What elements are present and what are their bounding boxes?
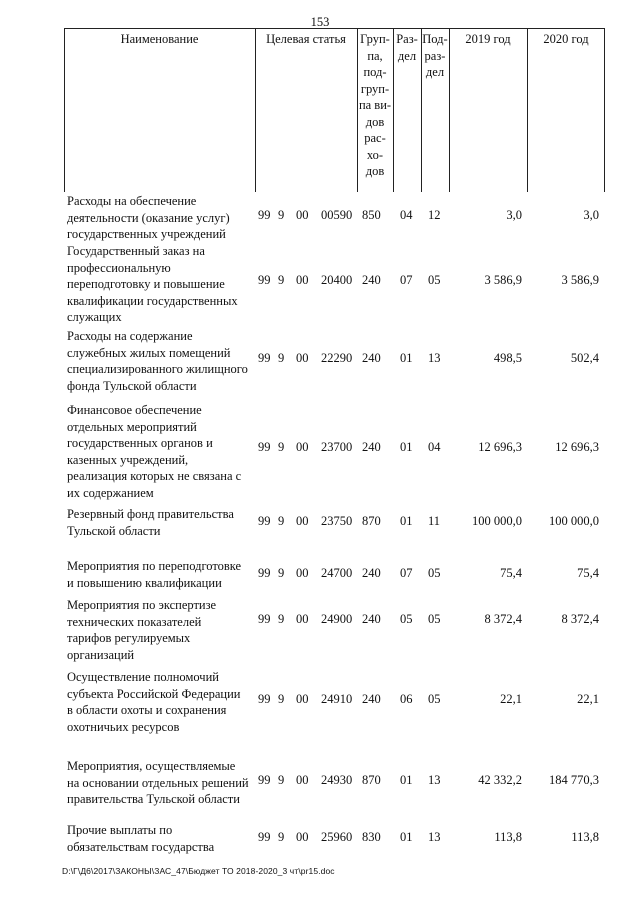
expense-name-line: организаций: [67, 647, 135, 662]
expense-name-line: технических показателей: [67, 614, 202, 629]
subsection-code: 04: [428, 440, 441, 454]
header-expense-group: [357, 31, 393, 180]
subsection-code: 13: [428, 830, 441, 844]
target-article-part-2: 9: [278, 208, 285, 222]
target-article-part-2: 9: [278, 351, 285, 365]
target-article-part-3: 00: [296, 566, 309, 580]
header-line: па ви-: [358, 98, 392, 112]
expense-group-code: 240: [362, 273, 381, 287]
header-line: Раз-: [396, 32, 418, 46]
amount-2019: 3 586,9: [484, 273, 522, 287]
expense-name-line: Мероприятия по экспертизе: [67, 598, 217, 612]
header-target-article: [255, 31, 357, 48]
expense-name: [67, 193, 257, 243]
expense-name-line: деятельности (оказание услуг): [67, 210, 230, 225]
target-article-part-3: 00: [296, 773, 309, 787]
expense-group-code: 240: [362, 692, 381, 706]
section-code: 01: [400, 514, 413, 528]
subsection-code: 05: [428, 566, 441, 580]
subsection-code: 11: [428, 514, 441, 528]
amount-2019: 22,1: [500, 692, 522, 706]
target-article-part-3: 00: [296, 351, 309, 365]
header-line: хо-: [366, 147, 384, 162]
header-line: раз-: [424, 48, 446, 63]
subsection-code: 05: [428, 273, 441, 287]
expense-name-line: Осуществление полномочий: [67, 670, 219, 684]
expense-name-line: служащих: [67, 310, 122, 324]
amount-2020: 502,4: [570, 351, 599, 365]
section-code: 01: [400, 351, 413, 365]
expense-name-line: реализация которых не связана с: [67, 469, 242, 483]
amount-2019: 113,8: [494, 830, 522, 844]
target-article-part-1: 99: [258, 208, 271, 222]
expense-group-code: 240: [362, 566, 381, 580]
header-line: 2019 год: [465, 32, 511, 46]
header-line: дов: [365, 114, 385, 129]
expense-name: [67, 597, 257, 663]
expense-name-line: профессиональную: [67, 260, 171, 275]
target-article-part-2: 9: [278, 612, 285, 626]
expense-group-code: 850: [362, 208, 381, 222]
section-code: 04: [400, 208, 413, 222]
amount-2020: 3 586,9: [561, 273, 599, 287]
expense-name: [67, 758, 257, 808]
target-article-part-4: 22290: [321, 351, 353, 365]
expense-name-line: Резервный фонд правительства: [67, 507, 234, 521]
target-article-part-2: 9: [278, 830, 285, 844]
header-line: Груп-: [360, 32, 390, 46]
section-code: 05: [400, 612, 413, 626]
expense-name-line: на основании отдельных решений: [67, 775, 249, 790]
amount-2019: 12 696,3: [478, 440, 522, 454]
table-header-frame: [64, 28, 605, 192]
target-article-part-4: 24930: [321, 773, 353, 787]
amount-2019: 100 000,0: [472, 514, 522, 528]
target-article-part-4: 24900: [321, 612, 353, 626]
expense-name-line: фонда Тульской области: [67, 378, 197, 393]
target-article-part-4: 23700: [321, 440, 353, 454]
header-subsection: [421, 31, 449, 81]
header-section: [393, 31, 421, 64]
target-article-part-4: 24910: [321, 692, 353, 706]
page-number: 153: [310, 15, 330, 29]
header-line: под-: [363, 65, 387, 79]
subsection-code: 05: [428, 612, 441, 626]
amount-2020: 12 696,3: [555, 440, 599, 454]
expense-name: [67, 506, 257, 539]
expense-name: [67, 328, 257, 394]
expense-name-line: Тульской области: [67, 523, 161, 538]
subsection-code: 05: [428, 692, 441, 706]
expense-name-line: отдельных мероприятий: [67, 419, 197, 434]
amount-2019: 42 332,2: [478, 773, 522, 787]
target-article-part-3: 00: [296, 514, 309, 528]
expense-name: [67, 243, 257, 326]
expense-group-code: 240: [362, 612, 381, 626]
target-article-part-3: 00: [296, 692, 309, 706]
amount-2020: 184 770,3: [549, 773, 599, 787]
expense-name-line: их содержанием: [67, 485, 154, 500]
section-code: 01: [400, 773, 413, 787]
header-line: Под-: [422, 32, 448, 46]
target-article-part-3: 00: [296, 612, 309, 626]
expense-name-line: Финансовое обеспечение: [67, 403, 202, 417]
section-code: 07: [400, 566, 413, 580]
header-line: дел: [425, 65, 445, 79]
target-article-part-1: 99: [258, 773, 271, 787]
expense-name-line: правительства Тульской области: [67, 792, 240, 806]
amount-2020: 8 372,4: [561, 612, 599, 626]
column-divider: [255, 28, 256, 192]
target-article-part-1: 99: [258, 612, 271, 626]
target-article-part-1: 99: [258, 830, 271, 844]
expense-name-line: в области охоты и сохранения: [67, 703, 227, 717]
amount-2019: 3,0: [506, 208, 522, 222]
amount-2019: 75,4: [500, 566, 522, 580]
header-line: дел: [397, 48, 417, 63]
expense-name-line: субъекта Российской Федерации: [67, 686, 241, 701]
target-article-part-4: 25960: [321, 830, 353, 844]
section-code: 07: [400, 273, 413, 287]
target-article-part-2: 9: [278, 773, 285, 787]
amount-2020: 22,1: [577, 692, 599, 706]
header-line: дов: [365, 164, 385, 178]
expense-group-code: 240: [362, 440, 381, 454]
header-line: Наименование: [120, 32, 199, 46]
expense-name-line: тарифов регулируемых: [67, 631, 191, 645]
expense-name-line: охотничьих ресурсов: [67, 719, 180, 734]
target-article-part-1: 99: [258, 273, 271, 287]
expense-name-line: казенных учреждений,: [67, 452, 189, 467]
section-code: 06: [400, 692, 413, 706]
target-article-part-2: 9: [278, 566, 285, 580]
amount-2019: 498,5: [493, 351, 522, 365]
amount-2020: 113,8: [571, 830, 599, 844]
expense-name-line: обязательствам государства: [67, 839, 215, 854]
section-code: 01: [400, 440, 413, 454]
expense-name-line: Мероприятия по переподготовке: [67, 559, 242, 573]
header-line: груп-: [360, 81, 390, 96]
column-divider: [527, 28, 528, 192]
expense-name-line: и повышению квалификации: [67, 575, 222, 590]
target-article-part-1: 99: [258, 566, 271, 580]
expense-name-line: специализированного жилищного: [67, 362, 248, 376]
subsection-code: 13: [428, 351, 441, 365]
target-article-part-3: 00: [296, 830, 309, 844]
amount-2020: 75,4: [577, 566, 599, 580]
expense-name: [67, 402, 257, 501]
expense-name-line: Государственный заказ на: [67, 244, 205, 258]
header-line: па,: [367, 48, 383, 63]
header-name: [64, 31, 255, 48]
amount-2019: 8 372,4: [484, 612, 522, 626]
expense-name-line: Прочие выплаты по: [67, 823, 173, 837]
header-line: Целевая статья: [266, 32, 346, 46]
target-article-part-4: 24700: [321, 566, 353, 580]
amount-2020: 3,0: [583, 208, 599, 222]
amount-2020: 100 000,0: [549, 514, 599, 528]
target-article-part-2: 9: [278, 440, 285, 454]
expense-group-code: 830: [362, 830, 381, 844]
expense-group-code: 870: [362, 514, 381, 528]
target-article-part-1: 99: [258, 514, 271, 528]
header-line: рас-: [364, 131, 386, 145]
expense-name: [67, 822, 257, 855]
target-article-part-2: 9: [278, 692, 285, 706]
target-article-part-1: 99: [258, 440, 271, 454]
target-article-part-3: 00: [296, 273, 309, 287]
expense-name-line: квалификации государственных: [67, 293, 238, 308]
section-code: 01: [400, 830, 413, 844]
target-article-part-3: 00: [296, 440, 309, 454]
expense-name: [67, 558, 257, 591]
expense-name-line: переподготовку и повышение: [67, 277, 225, 291]
expense-name: [67, 669, 257, 735]
expense-name-line: государственных учреждений: [67, 227, 226, 241]
expense-group-code: 240: [362, 351, 381, 365]
subsection-code: 13: [428, 773, 441, 787]
expense-group-code: 870: [362, 773, 381, 787]
expense-name-line: служебных жилых помещений: [67, 345, 231, 360]
expense-name-line: Расходы на обеспечение: [67, 194, 197, 208]
subsection-code: 12: [428, 208, 441, 222]
column-divider: [449, 28, 450, 192]
target-article-part-4: 23750: [321, 514, 353, 528]
expense-name-line: Расходы на содержание: [67, 329, 193, 343]
header-line: 2020 год: [543, 32, 589, 46]
expense-name-line: Мероприятия, осуществляемые: [67, 759, 236, 773]
expense-name-line: государственных органов и: [67, 436, 213, 450]
target-article-part-2: 9: [278, 514, 285, 528]
target-article-part-2: 9: [278, 273, 285, 287]
target-article-part-1: 99: [258, 351, 271, 365]
header-year-2020: [527, 31, 605, 48]
target-article-part-4: 20400: [321, 273, 353, 287]
file-path-footer: D:\Г\Д6\2017\ЗАКОНЫ\ЗАС_47\Бюджет ТО 2018-2020_3 чт\pr15.doc: [62, 866, 335, 876]
target-article-part-4: 00590: [321, 208, 353, 222]
target-article-part-1: 99: [258, 692, 271, 706]
target-article-part-3: 00: [296, 208, 309, 222]
header-year-2019: [449, 31, 527, 48]
